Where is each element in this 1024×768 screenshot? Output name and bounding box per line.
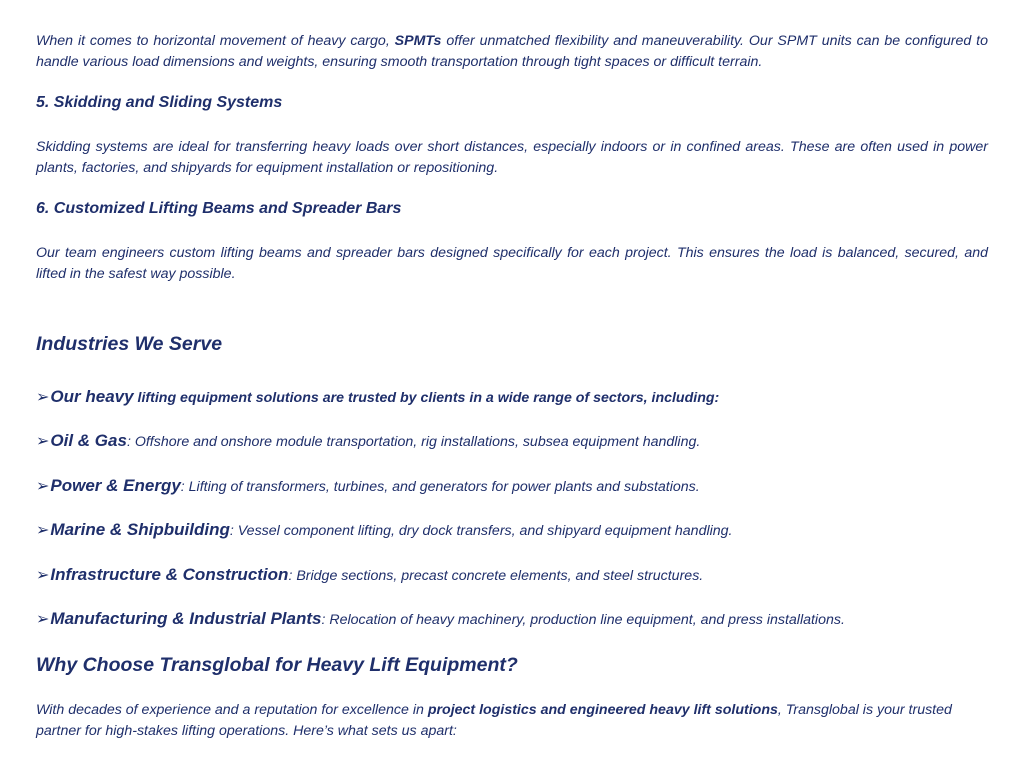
spmt-text-a: When it comes to horizontal movement of heavy cargo,	[36, 33, 395, 49]
bullet-title: Infrastructure & Construction	[50, 565, 289, 584]
section-heading: 5. Skidding and Sliding Systems	[36, 94, 283, 111]
spmt-paragraph	[36, 31, 988, 72]
industries-heading: Industries We Serve	[36, 333, 223, 355]
arrow-bullet-icon: ➢	[36, 389, 50, 406]
section-heading-skidding	[36, 94, 988, 112]
list-item	[36, 609, 988, 629]
bullet-description: : Offshore and onshore module transportation, rig installations, subsea equipment handling.	[126, 434, 701, 450]
section-heading-lifting-beams	[36, 200, 988, 218]
section-body: Skidding systems are ideal for transferring heavy loads over short distances, especially indoors or in confined areas. These are often used in power plants, factories, and shipyards for equipment installation or repositioning.	[36, 139, 988, 176]
bullet-description: lifting equipment solutions are trusted by clients in a wide range of sectors, including:	[133, 390, 720, 406]
arrow-bullet-icon: ➢	[36, 611, 50, 628]
why-bold: project logistics and engineered heavy lift solutions	[427, 702, 778, 718]
why-paragraph-text	[36, 700, 988, 741]
bullet-description: : Relocation of heavy machinery, production line equipment, and press installations.	[321, 612, 845, 628]
bullet-description: : Vessel component lifting, dry dock transfers, and shipyard equipment handling.	[229, 523, 733, 539]
bullet-title: Power & Energy	[50, 476, 181, 495]
bullet-title: Our heavy	[50, 387, 134, 406]
bullet-title: Marine & Shipbuilding	[50, 520, 230, 539]
section-heading: 6. Customized Lifting Beams and Spreader Bars	[36, 200, 402, 217]
bullet-description: : Lifting of transformers, turbines, and generators for power plants and substations.	[180, 479, 700, 495]
list-item	[36, 431, 988, 451]
section-body-lifting-beams	[36, 243, 988, 284]
why-heading-block	[36, 654, 988, 677]
list-item	[36, 387, 988, 407]
industries-heading-block	[36, 333, 988, 356]
spmt-bold: SPMTs	[394, 33, 442, 49]
list-item	[36, 565, 988, 585]
arrow-bullet-icon: ➢	[36, 478, 50, 495]
bullet-title: Manufacturing & Industrial Plants	[50, 609, 322, 628]
spmt-text-b: offer unmatched flexibility and maneuverability. Our SPMT units can be configured to handle various load dimensions and weights, ensuring smooth transportation through tight spaces or difficult terrain.	[36, 33, 988, 70]
spmt-paragraph-text	[36, 31, 988, 72]
bullet-title: Oil & Gas	[50, 431, 127, 450]
section-body-skidding	[36, 137, 988, 178]
arrow-bullet-icon: ➢	[36, 522, 50, 539]
section-body: Our team engineers custom lifting beams and spreader bars designed specifically for each project. This ensures the load is balanced, secured, and lifted in the safest way possible.	[36, 245, 988, 282]
arrow-bullet-icon: ➢	[36, 567, 50, 584]
why-text-b: , Transglobal is your trusted partner for high-stakes lifting operations. Here’s what sets us apart:	[36, 702, 952, 739]
why-paragraph	[36, 700, 988, 741]
arrow-bullet-icon: ➢	[36, 433, 50, 450]
bullet-description: : Bridge sections, precast concrete elements, and steel structures.	[288, 568, 704, 584]
list-item	[36, 476, 988, 496]
list-item	[36, 520, 988, 540]
why-heading: Why Choose Transglobal for Heavy Lift Equipment?	[36, 654, 518, 676]
why-text-a: With decades of experience and a reputation for excellence in	[36, 702, 428, 718]
